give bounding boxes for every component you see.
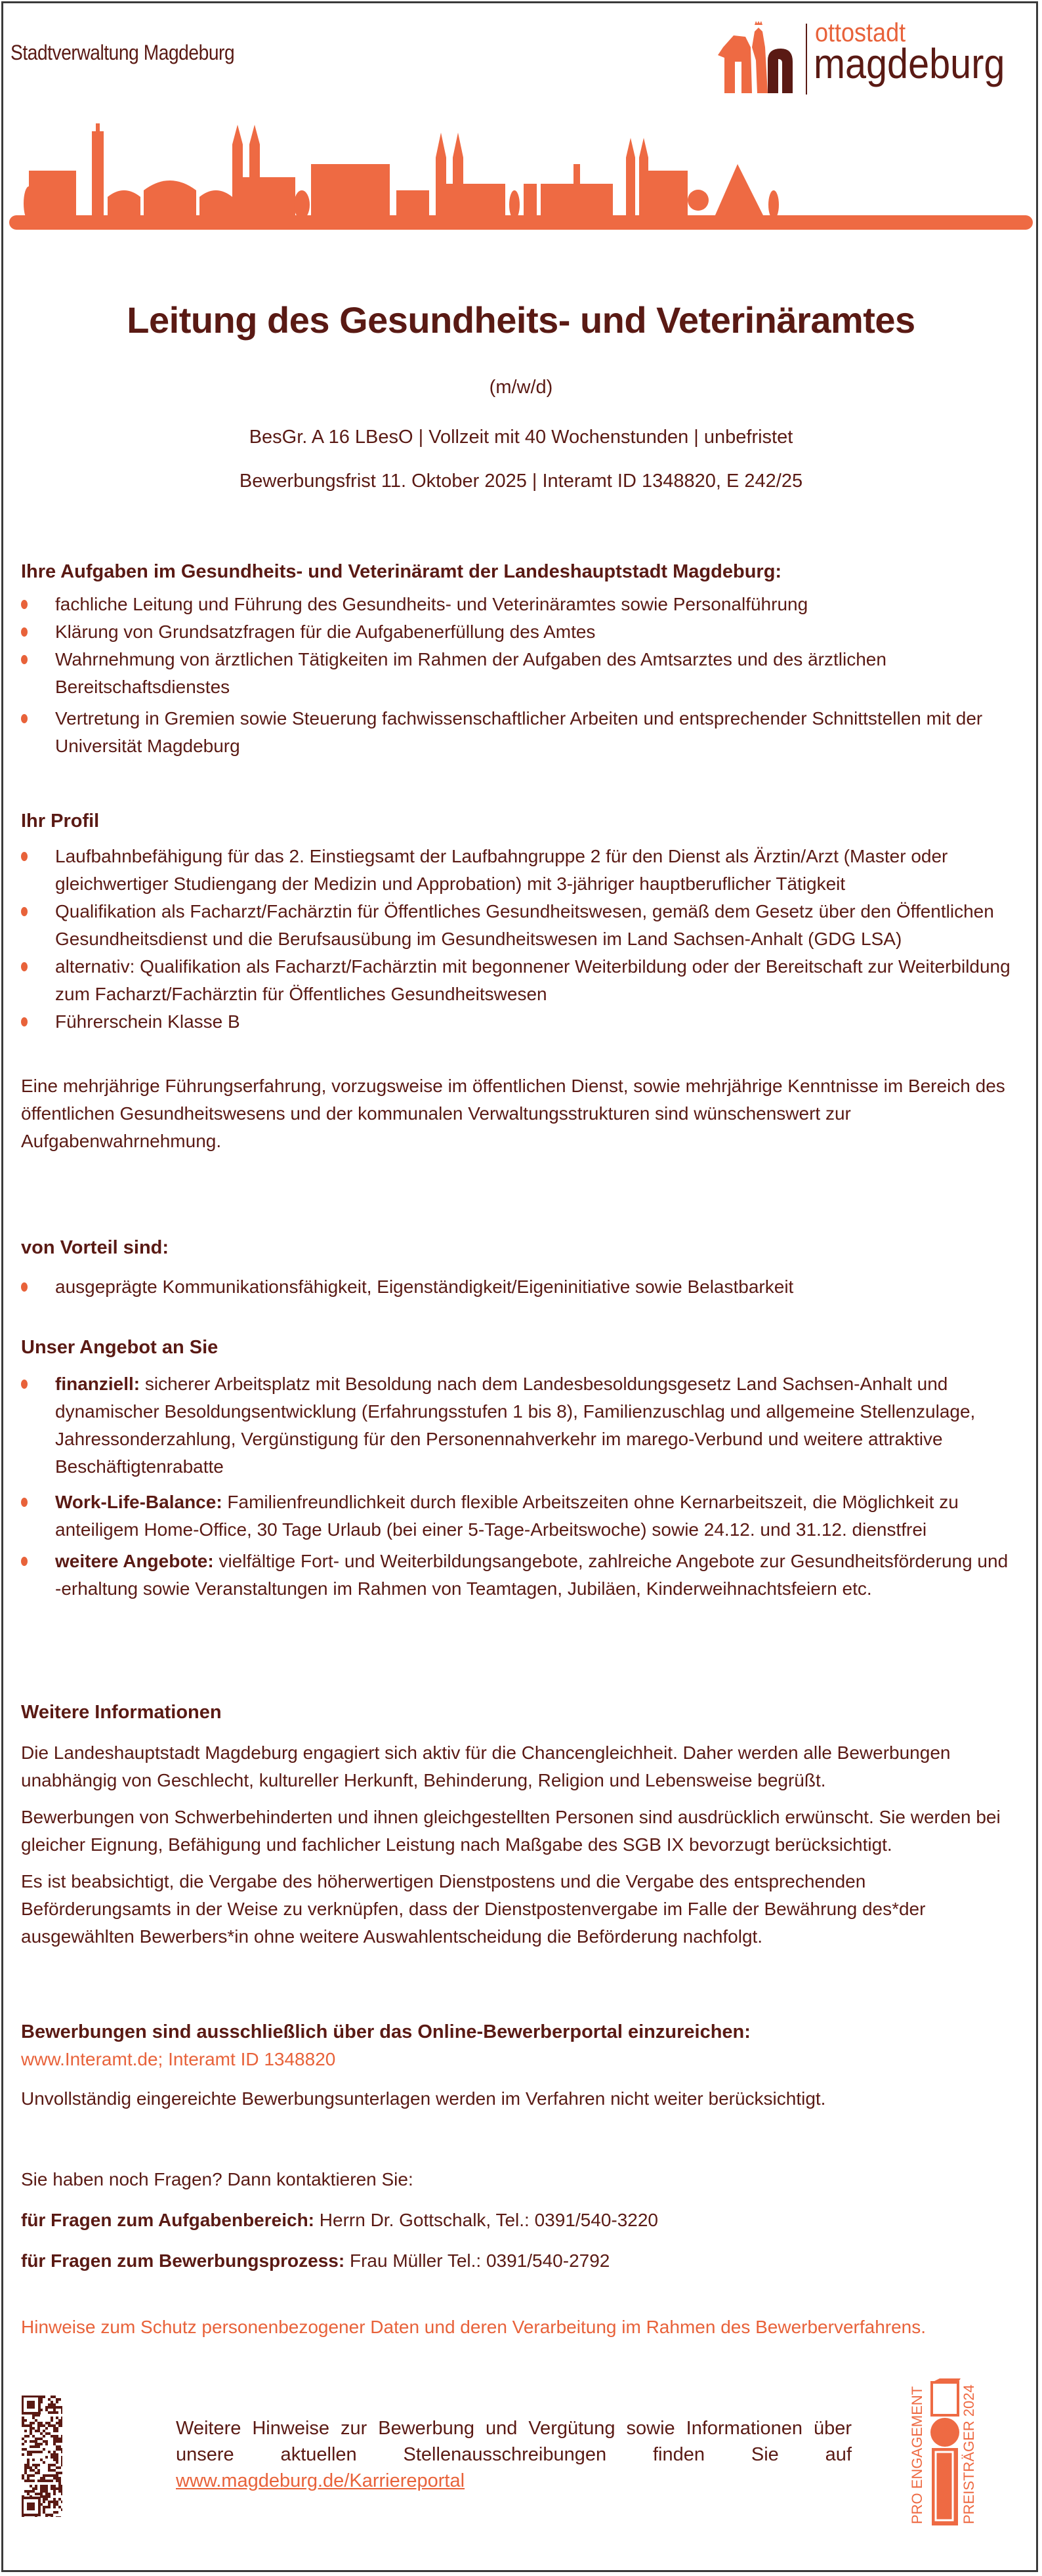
- list-item: Laufbahnbefähigung für das 2. Einstiegsamt der Laufbahngruppe 2 für den Dienst als Ärztin/Arzt (Master oder gleichwertiger Studiengang der Medizin und Approbation) mit 3-jähriger hauptberuflicher Tätigkeit: [21, 843, 1018, 898]
- list-item: Klärung von Grundsatzfragen für die Aufgabenerfüllung des Amtes: [21, 618, 1018, 646]
- privacy-link[interactable]: Hinweise zum Schutz personenbezogener Daten und deren Verarbeitung im Rahmen des Bewerberverfahrens.: [21, 2317, 927, 2337]
- profile-section: [21, 807, 1018, 1155]
- organization-name: Stadtverwaltung Magdeburg: [10, 41, 235, 64]
- list-item: weitere Angebote: vielfältige Fort- und Weiterbildungsangebote, zahlreiche Angebote zur Gesundheitsförderung und -erhaltung sowie Veranstaltungen im Rahmen von Teamtagen, Jubiläen, Kinderweihnachtsfeiern etc.: [21, 1548, 1018, 1603]
- contact-item: für Fragen zum Bewerbungsprozess: Frau Müller Tel.: 0391/540-2792: [21, 2250, 610, 2271]
- job-meta-line-2: Bewerbungsfrist 11. Oktober 2025 | Interamt ID 1348820, E 242/25: [239, 471, 803, 492]
- qr-code[interactable]: [22, 2396, 62, 2517]
- gender-note: (m/w/d): [489, 377, 553, 398]
- interamt-link[interactable]: www.Interamt.de; Interamt ID 1348820: [21, 2049, 336, 2069]
- experience-paragraph: Eine mehrjährige Führungserfahrung, vorzugsweise im öffentlichen Dienst, sowie mehrjährige Kenntnisse im Bereich des öffentlichen Gesundheitswesens und der kommunalen Verwaltungsstrukturen sind wünschenswert zur Aufgabenwahrnehmung.: [21, 1076, 1005, 1151]
- list-item: Work-Life-Balance: Familienfreundlichkeit durch flexible Arbeitszeiten ohne Kernarbeitszeit, die Möglichkeit zu anteiligem Home-Office, 30 Tage Urlaub (bei einer 5-Tage-Arbeitswoche) sowie 24.12. und 31.12. dienstfrei: [21, 1489, 1018, 1544]
- info-paragraph: Bewerbungen von Schwerbehinderten und ihnen gleichgestellten Personen sind ausdrücklich erwünscht. Sie werden bei gleicher Eignung, Befähigung und fachlicher Leistung nach Maßgabe des SGB IX bevorzugt berücksichtigt.: [21, 1807, 1001, 1855]
- award-text-1: PRO ENGAGEMENT: [909, 2386, 925, 2524]
- bullet-icon: [21, 627, 28, 637]
- list-item: alternativ: Qualifikation als Facharzt/Fachärztin mit begonnener Weiterbildung oder der Bereitschaft zur Weiterbildung zum Facharzt/Fachärztin für Öffentliches Gesundheitswesen: [21, 953, 1018, 1008]
- list-item: ausgeprägte Kommunikationsfähigkeit, Eigenständigkeit/Eigeninitiative sowie Belastbarkeit: [21, 1273, 1018, 1301]
- city-skyline-illustration: [9, 118, 1033, 230]
- info-paragraph: Die Landeshauptstadt Magdeburg engagiert sich aktiv für die Chancengleichheit. Daher werden alle Bewerbungen unabhängig von Geschlecht, kultureller Herkunft, Behinderung, Religion und Lebensweise begrüßt.: [21, 1742, 951, 1790]
- advantages-list: [21, 1273, 1018, 1301]
- bullet-icon: [21, 1380, 28, 1389]
- karriereportal-link[interactable]: www.magdeburg.de/Karriereportal: [176, 2470, 465, 2491]
- incomplete-note: Unvollständig eingereichte Bewerbungsunterlagen werden im Verfahren nicht weiter berücksichtigt.: [21, 2088, 826, 2109]
- logo-text-ottostadt: ottostadt: [815, 18, 906, 47]
- advantages-heading: von Vorteil sind:: [21, 1237, 169, 1258]
- pro-engagement-award-badge: [906, 2375, 984, 2535]
- job-title: Leitung des Gesundheits- und Veterinäramtes: [127, 299, 915, 341]
- bullet-icon: [21, 1017, 28, 1026]
- bullet-icon: [21, 714, 28, 723]
- footer-text: Weitere Hinweise zur Bewerbung und Vergütung sowie Informationen über unsere aktuellen Stellenausschreibungen finden Sie auf www.magdeburg.de/Karriereportal: [176, 2418, 852, 2491]
- offer-heading: Unser Angebot an Sie: [21, 1337, 219, 1358]
- offer-section: [21, 1334, 1018, 1603]
- logo-text-magdeburg: magdeburg: [814, 40, 1005, 87]
- contact-item: für Fragen zum Aufgabenbereich: Herrn Dr. Gottschalk, Tel.: 0391/540-3220: [21, 2210, 659, 2230]
- bullet-icon: [21, 852, 28, 861]
- horse-rider-logo-icon: [715, 21, 801, 95]
- tasks-section: [21, 558, 1018, 760]
- info-heading: Weitere Informationen: [21, 1702, 222, 1723]
- bullet-icon: [21, 907, 28, 916]
- info-paragraph: Es ist beabsichtigt, die Vergabe des höherwertigen Dienstpostens und die Vergabe des entsprechenden Beförderungsamts in der Weise zu verknüpfen, dass der Dienstpostenvergabe im Falle der Bewährung des*der ausgewählten Bewerbers*in ohne weitere Auswahlentscheidung die Beförderung nachfolgt.: [21, 1871, 926, 1947]
- bullet-icon: [21, 1498, 28, 1507]
- list-item: Qualifikation als Facharzt/Fachärztin für Öffentliches Gesundheitswesen, gemäß dem Gesetz über den Öffentlichen Gesundheitsdienst und die Berufsausübung im Gesundheitswesen im Land Sachsen-Anhalt (GDG LSA): [21, 898, 1018, 953]
- apply-heading: Bewerbungen sind ausschließlich über das Online-Bewerberportal einzureichen:: [21, 2021, 751, 2042]
- contact-section: [21, 2166, 1018, 2275]
- list-item: finanziell: sicherer Arbeitsplatz mit Besoldung nach dem Landesbesoldungsgesetz Land Sachsen-Anhalt und dynamischer Besoldungsentwicklung (Erfahrungsstufen 1 bis 8), Familienzuschlag und allgemeine Stellenzulage, Jahressonderzahlung, Vergünstigung für den Personennahverkehr im marego-Verbund und weitere attraktive Beschäftigtenrabatte: [21, 1370, 1018, 1481]
- bullet-icon: [21, 1557, 28, 1566]
- bullet-icon: [21, 962, 28, 971]
- bullet-icon: [21, 1282, 28, 1292]
- list-item: Wahrnehmung von ärztlichen Tätigkeiten im Rahmen der Aufgaben des Amtsarztes und des ärztlichen Bereitschaftsdienstes: [21, 646, 1018, 701]
- job-meta-line-1: BesGr. A 16 LBesO | Vollzeit mit 40 Wochenstunden | unbefristet: [249, 427, 793, 448]
- bullet-icon: [21, 600, 28, 609]
- award-text-2: PREISTRÄGER 2024: [961, 2384, 977, 2524]
- tasks-list: [21, 591, 1018, 760]
- list-item: Vertretung in Gremien sowie Steuerung fachwissenschaftlicher Arbeiten und entsprechender Schnittstellen mit der Universität Magdeburg: [21, 705, 1018, 760]
- contact-intro: Sie haben noch Fragen? Dann kontaktieren Sie:: [21, 2169, 413, 2189]
- info-section: [21, 1699, 1018, 1951]
- tasks-heading: Ihre Aufgaben im Gesundheits- und Veterinäramt der Landeshauptstadt Magdeburg:: [21, 561, 782, 582]
- advantages-section: [21, 1234, 1018, 1301]
- list-item: Führerschein Klasse B: [21, 1008, 1018, 1036]
- logo-divider: [806, 24, 807, 95]
- apply-section: [21, 2018, 1018, 2113]
- list-item: fachliche Leitung und Führung des Gesundheits- und Veterinäramtes sowie Personalführung: [21, 591, 1018, 618]
- bullet-icon: [21, 655, 28, 664]
- profile-heading: Ihr Profil: [21, 811, 100, 832]
- offer-list: [21, 1370, 1018, 1603]
- profile-list: [21, 843, 1018, 1036]
